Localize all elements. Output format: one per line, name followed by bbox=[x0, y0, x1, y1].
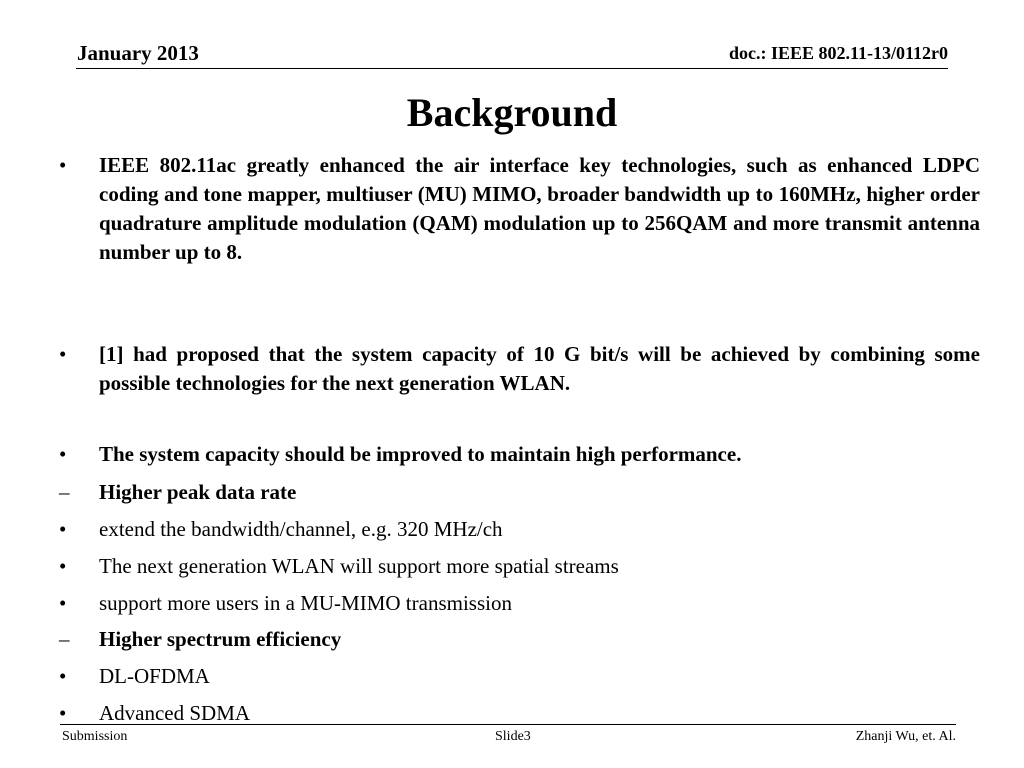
bullet-text: IEEE 802.11ac greatly enhanced the air interface key technologies, such as enhanced LDPC coding and tone mapper, multiuser (MU) MIMO, broader bandwidth up to 160MHz, higher order quadrature amplitude modulation (QAM) modulation up to 256QAM and more transmit antenna number up to 8. bbox=[99, 153, 980, 264]
bullet-text: Advanced SDMA bbox=[99, 701, 251, 725]
dash-marker: – bbox=[59, 627, 70, 651]
header-doc-id: doc.: IEEE 802.11-13/0112r0 bbox=[728, 43, 948, 63]
footer-author: Zhanji Wu, et. Al. bbox=[855, 729, 956, 744]
bullet-text: [1] had proposed that the system capacity of 10 G bit/s will be achieved by combining some possible technologies for the next generation WLAN. bbox=[99, 342, 980, 395]
slide-title: Background bbox=[406, 90, 618, 135]
header-date: January 2013 bbox=[77, 41, 199, 65]
bullet-marker: • bbox=[59, 664, 67, 688]
bullet-text: The system capacity should be improved to maintain high performance. bbox=[99, 442, 742, 466]
subheading-text: Higher peak data rate bbox=[99, 480, 297, 504]
bullet-marker: • bbox=[59, 517, 67, 541]
footer-submission: Submission bbox=[62, 729, 128, 744]
bullet-marker: • bbox=[59, 342, 67, 366]
subheading-text: Higher spectrum efficiency bbox=[99, 627, 342, 651]
footer-divider bbox=[60, 724, 956, 725]
bullet-text: DL-OFDMA bbox=[99, 664, 210, 688]
bullet-marker: • bbox=[59, 153, 67, 177]
bullet-text: support more users in a MU-MIMO transmission bbox=[99, 591, 512, 615]
bullet-marker: • bbox=[59, 442, 67, 466]
footer-slide-number: Slide3 bbox=[495, 729, 531, 744]
bullet-text: The next generation WLAN will support more spatial streams bbox=[99, 554, 619, 578]
bullet-marker: • bbox=[59, 591, 67, 615]
dash-marker: – bbox=[59, 480, 70, 504]
bullet-marker: • bbox=[59, 554, 67, 578]
bullet-marker: • bbox=[59, 701, 67, 725]
header-divider bbox=[76, 68, 948, 69]
bullet-text: extend the bandwidth/channel, e.g. 320 MHz/ch bbox=[99, 517, 503, 541]
